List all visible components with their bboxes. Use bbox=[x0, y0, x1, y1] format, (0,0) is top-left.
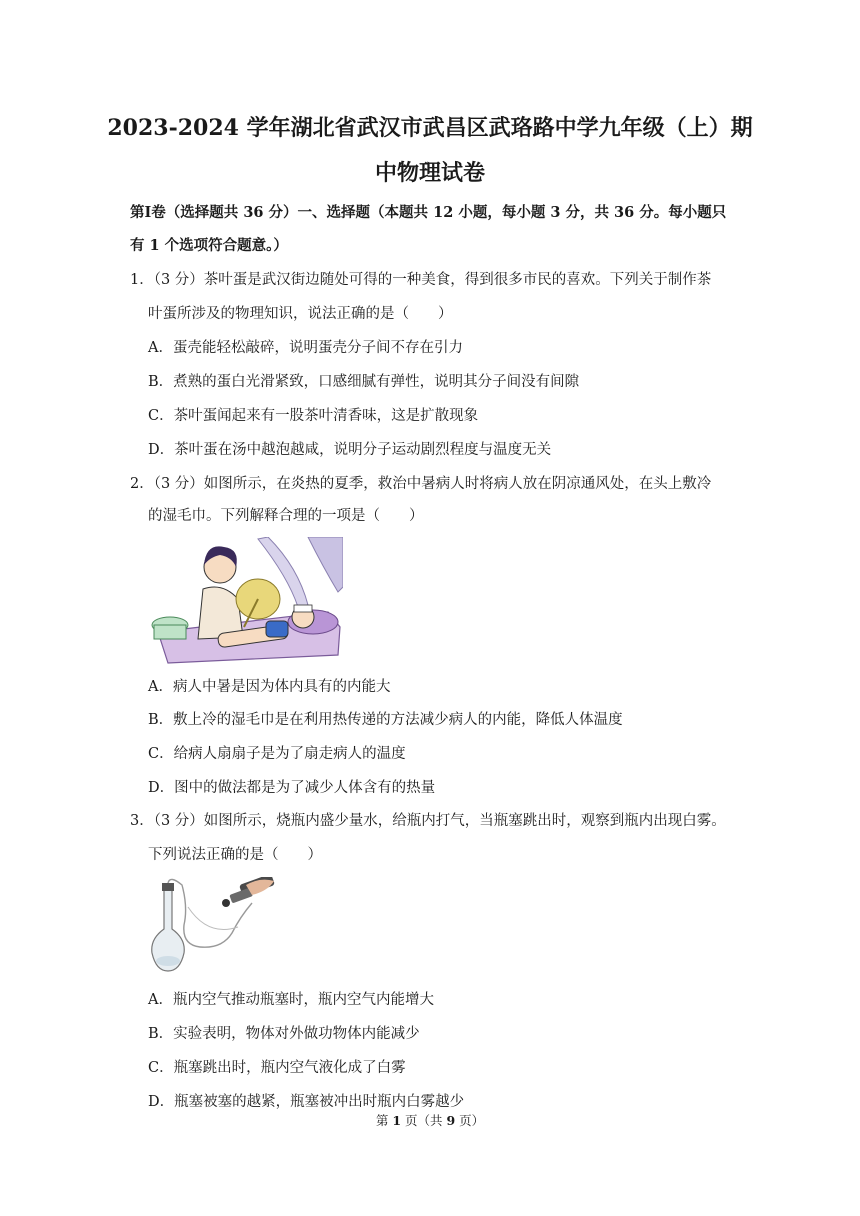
exam-title-line-1: 2023-2024 学年湖北省武汉市武昌区武珞路中学九年级（上）期 bbox=[107, 115, 753, 141]
question-1-option-d: D．茶叶蛋在汤中越泡越咸，说明分子运动剧烈程度与温度无关 bbox=[148, 442, 552, 458]
question-2-stem-cont: 的湿毛巾。下列解释合理的一项是（ ） bbox=[148, 508, 424, 524]
question-2-option-c: C．给病人扇扇子是为了扇走病人的温度 bbox=[148, 746, 406, 762]
question-2-option-b: B．敷上冷的湿毛巾是在利用热传递的方法减少病人的内能，降低人体温度 bbox=[148, 712, 623, 728]
question-1-option-a: A．蛋壳能轻松敲碎，说明蛋壳分子间不存在引力 bbox=[148, 340, 463, 356]
question-3-option-c: C．瓶塞跳出时，瓶内空气液化成了白雾 bbox=[148, 1060, 406, 1076]
footer-suffix: 页） bbox=[455, 1113, 485, 1128]
question-1-stem-cont: 叶蛋所涉及的物理知识，说法正确的是（ ） bbox=[148, 306, 453, 322]
question-1-option-b: B．煮熟的蛋白光滑紧致，口感细腻有弹性，说明其分子间没有间隙 bbox=[148, 374, 580, 390]
question-1-option-c: C．茶叶蛋闻起来有一股茶叶清香味，这是扩散现象 bbox=[148, 408, 479, 424]
footer-page-number: 1 bbox=[392, 1113, 402, 1128]
exam-title-line-2: 中物理试卷 bbox=[374, 160, 485, 186]
footer-prefix: 第 bbox=[375, 1113, 393, 1128]
question-2-option-d: D．图中的做法都是为了减少人体含有的热量 bbox=[148, 780, 436, 796]
question-2-stem: 2．（3 分）如图所示，在炎热的夏季，救治中暑病人时将病人放在阴凉通风处，在头上敷冷 bbox=[130, 476, 712, 492]
footer-total-pages: 9 bbox=[446, 1113, 456, 1128]
heatstroke-illustration bbox=[148, 537, 343, 664]
question-3-stem-cont: 下列说法正确的是（ ） bbox=[148, 847, 322, 863]
question-3-option-b: B．实验表明，物体对外做功物体内能减少 bbox=[148, 1026, 420, 1042]
question-2-option-a: A．病人中暑是因为体内具有的内能大 bbox=[148, 679, 391, 695]
footer-middle: 页（共 bbox=[401, 1113, 447, 1128]
question-1-stem: 1．（3 分）茶叶蛋是武汉街边随处可得的一种美食，得到很多市民的喜欢。下列关于制作茶 bbox=[130, 272, 712, 288]
section-heading-line-2: 有 1 个选项符合题意。） bbox=[130, 237, 288, 254]
question-3-option-a: A．瓶内空气推动瓶塞时，瓶内空气内能增大 bbox=[148, 992, 434, 1008]
question-3-option-d: D．瓶塞被塞的越紧，瓶塞被冲出时瓶内白雾越少 bbox=[148, 1094, 465, 1110]
flask-pump-illustration bbox=[148, 877, 278, 973]
section-heading-line-1: 第Ⅰ卷（选择题共 36 分）一、选择题（本题共 12 小题，每小题 3 分，共 36 分。每小题只 bbox=[130, 204, 727, 221]
question-3-stem: 3．（3 分）如图所示，烧瓶内盛少量水，给瓶内打气，当瓶塞跳出时，观察到瓶内出现白雾。 bbox=[130, 813, 726, 829]
page-footer bbox=[0, 1111, 860, 1129]
